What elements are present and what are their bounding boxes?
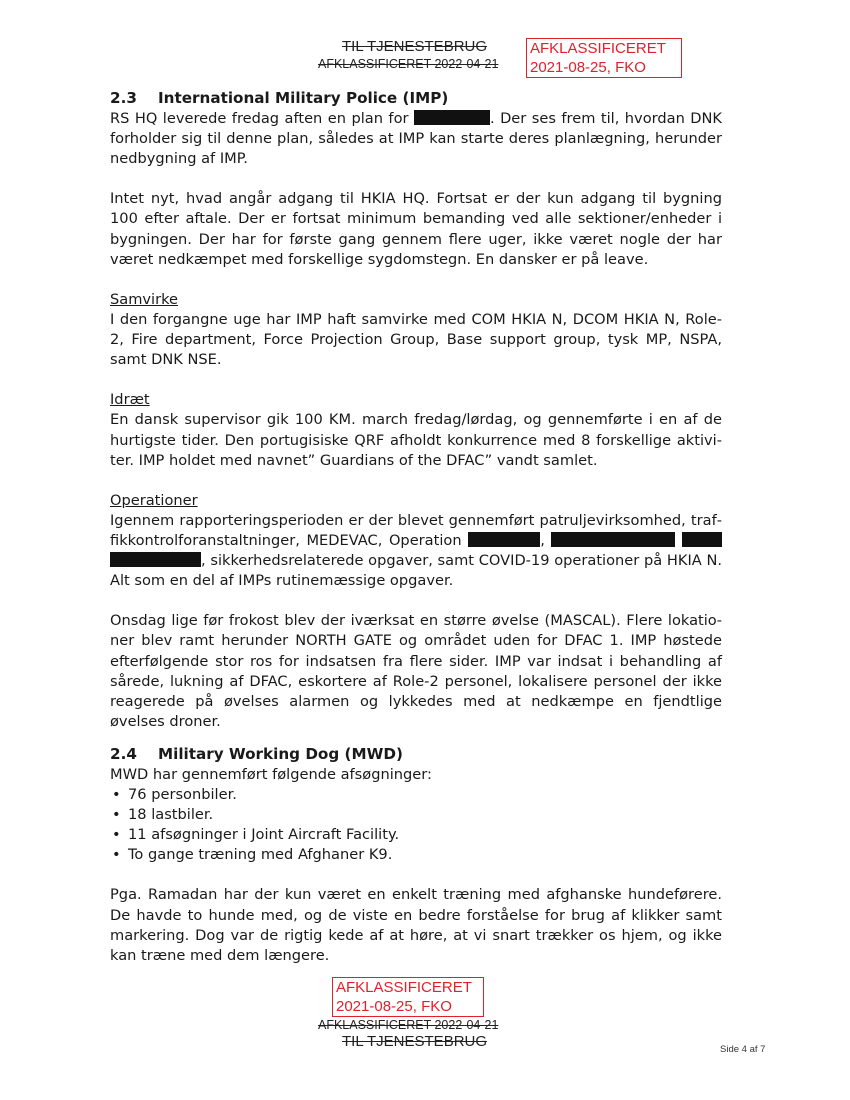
stamp-line-1: AFKLASSIFICERET — [336, 979, 472, 996]
redaction-block — [110, 552, 201, 567]
header-classification-marking: TIL TJENESTEBRUG — [342, 38, 488, 55]
text-run: RS HQ leverede fredag aften en plan for — [110, 110, 409, 127]
text-run: Igennem rapporteringsperioden er der blevet gennemført patruljevirksomhed, traffikkontrolforanstaltninger, MEDEVAC, Operation — [110, 511, 722, 549]
section-heading-mwd — [110, 744, 722, 765]
paragraph-mascal: Onsdag lige før frokost blev der iværksat en større øvelse (MASCAL). Flere lokationer blev ramt herunder NORTH GATE og området uden for DFAC 1. IMP høstede efterfølgende stor ros for indsatsen fra flere sider. IMP var indsat i behandling af sårede, lukning af DFAC, eskortere af Role-2 personel, lokalisere personel der ikke reagerede på øvelses alarmen og lykkedes med at nedkæmpe en fjendtlige øvelses droner. — [110, 612, 722, 730]
footer-declassification-line: AFKLASSIFICERET 2022-04-21 — [318, 1018, 499, 1032]
mwd-bullet-list — [110, 785, 722, 865]
section-title: Military Working Dog (MWD) — [158, 744, 403, 763]
list-item: • 11 afsøgninger i Joint Aircraft Facility. — [110, 825, 722, 845]
section-title: International Military Police (IMP) — [158, 89, 449, 107]
stamp-line-2: 2021-08-25, FKO — [336, 998, 452, 1015]
paragraph-imp-plan — [110, 109, 722, 169]
paragraph-ramadan: Pga. Ramadan har der kun været en enkelt træning med afghanske hundeførere. De havde to hunde med, og de viste en bedre forståelse for brug af klikker samt markering. Dog var de rigtig kede af at høre, at vi snart trækker os hjem, og ikke kan træne med dem længere. — [110, 886, 722, 964]
redaction-block — [682, 532, 722, 547]
redaction-block — [468, 532, 540, 547]
paragraph-idraet: En dansk supervisor gik 100 KM. march fredag/lørdag, og gennemførte i en af de hurtigste tider. Den portugisiske QRF afholdt konkurrence med 8 forskellige aktiviter. IMP holdet med navnet” Guardians of the DFAC” vandt samlet. — [110, 411, 722, 469]
paragraph-mwd-intro: MWD har gennemført følgende afsøgninger: — [110, 765, 432, 783]
header-declassified-stamp — [526, 38, 682, 78]
text-run: . Der ses frem til, hvordan DNK forholder sig til denne plan, således at IMP kan starte deres planlægning, herunder nedbygning af IMP. — [110, 110, 723, 168]
redaction-block — [414, 110, 490, 125]
stamp-line-2: 2021-08-25, FKO — [530, 59, 646, 76]
document-body — [110, 88, 722, 966]
redaction-block — [551, 532, 675, 547]
paragraph-hkia-access: Intet nyt, hvad angår adgang til HKIA HQ. Fortsat er der kun adgang til bygning 100 efter aftale. Der er fortsat minimum bemanding ved alle sektioner/enheder i bygningen. Der har for første gang gennem flere uger, ikke været nogle der har været nedkæmpet med forskellige sygdomstegn. En dansker er på leave. — [110, 190, 722, 268]
paragraph-samvirke: I den forgangne uge har IMP haft samvirke med COM HKIA N, DCOM HKIA N, Role-2, Fire department, Force Projection Group, Base support group, tysk MP, NSPA, samt DNK NSE. — [110, 310, 722, 369]
paragraph-operationer — [110, 511, 722, 591]
list-item: • 18 lastbiler. — [110, 805, 722, 825]
page-number: Side 4 af 7 — [720, 1044, 766, 1055]
list-item: • To gange træning med Afghaner K9. — [110, 845, 722, 865]
section-heading-imp — [110, 88, 722, 109]
subheading-idraet: Idræt — [110, 391, 150, 409]
section-number: 2.3 — [110, 89, 137, 107]
header-declassification-line: AFKLASSIFICERET 2022-04-21 — [318, 57, 499, 71]
subheading-operationer: Operationer — [110, 491, 198, 509]
section-number: 2.4 — [110, 744, 137, 763]
list-item: • 76 personbiler. — [110, 785, 722, 805]
stamp-line-1: AFKLASSIFICERET — [530, 40, 666, 57]
text-run: , sikkerhedsrelaterede opgaver, samt COVID-19 operationer på HKIA N. Alt som en del af IMPs rutinemæssige opgaver. — [110, 552, 722, 590]
footer-declassified-stamp — [332, 977, 484, 1017]
text-run: , — [540, 531, 545, 549]
footer-classification-marking: TIL TJENESTEBRUG — [342, 1033, 488, 1050]
subheading-samvirke: Samvirke — [110, 290, 179, 308]
